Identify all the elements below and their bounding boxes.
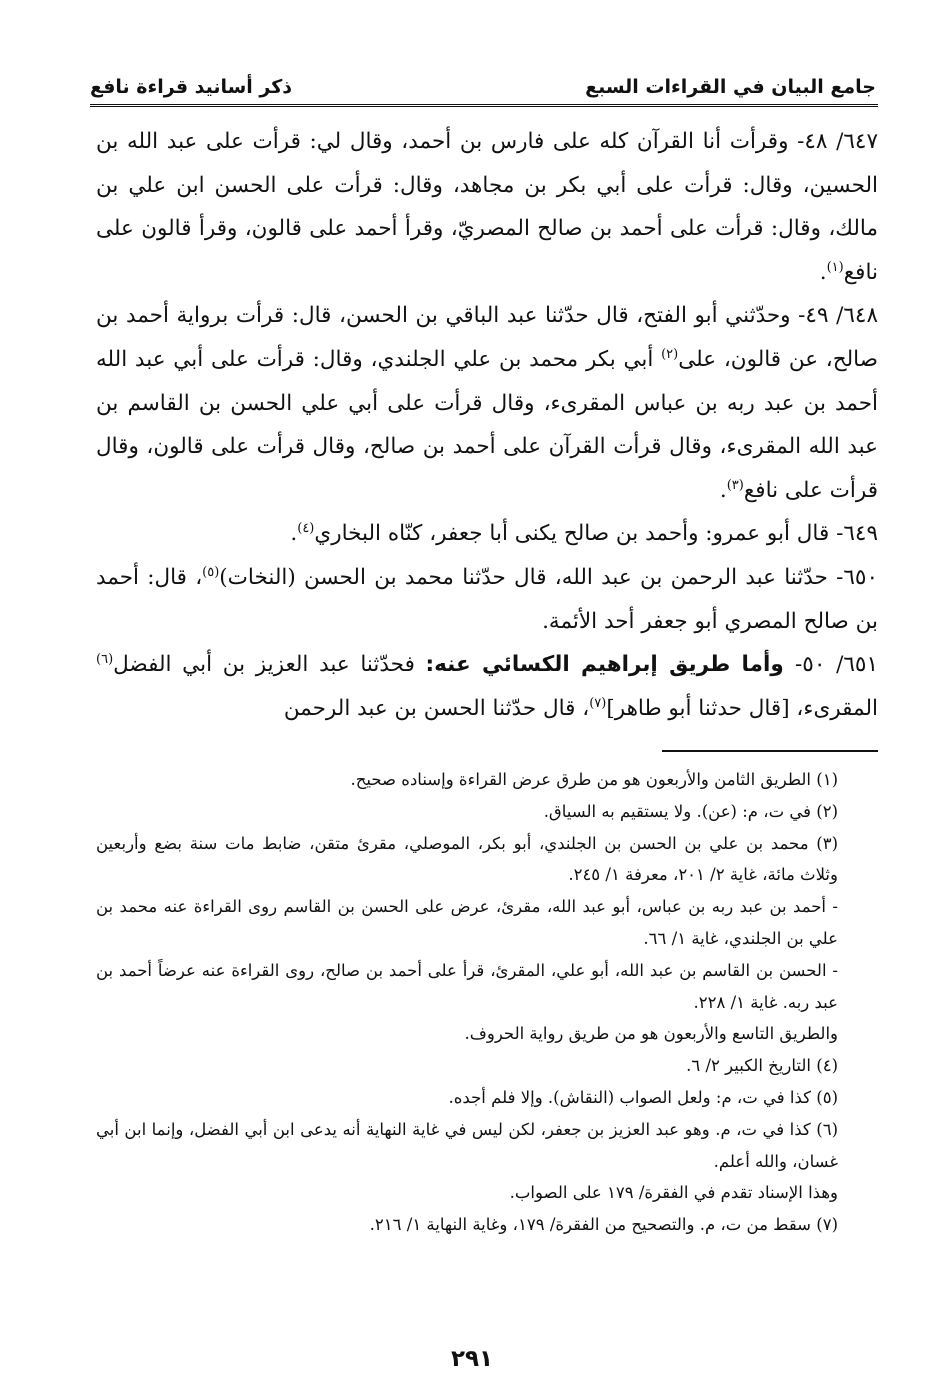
paragraph-number: ٦٥٠- bbox=[836, 564, 878, 590]
header-section-title: ذكر أسانيد قراءة نافع bbox=[90, 76, 293, 98]
footnote-marker: (٦) bbox=[96, 651, 114, 667]
footnote: (٧) سقط من ت، م. والتصحيح من الفقرة/ ١٧٩، وغاية النهاية ١/ ٢١٦. bbox=[369, 1215, 838, 1235]
paragraph-text: ، قال: أحمد بن صالح المصري أبو جعفر أحد الأئمة. bbox=[96, 564, 878, 634]
paragraph-text: المقرىء، [قال حدثنا أبو طاهر] bbox=[606, 695, 878, 721]
footnote: (٣) محمد بن علي بن الحسن بن الجلندي، أبو بكر، الموصلي، مقرئ متقن، ضابط مات سنة بضع وأربعين وثلاث مائة، غاية ٢/ ٢٠١، معرفة ١/ ٢٤٥. bbox=[96, 833, 838, 885]
footnote-marker: (٤) bbox=[297, 521, 315, 537]
paragraph-text: وحدّثني أبو الفتح، قال حدّثنا عبد الباقي بن الحسن، قال: قرأت برواية أحمد بن صالح، عن قالون، على bbox=[96, 303, 878, 372]
footnote: (٤) التاريخ الكبير ٢/ ٦. bbox=[686, 1056, 838, 1076]
footnote: - الحسن بن القاسم بن عبد الله، أبو علي، المقرئ، قرأ على أحمد بن صالح، روى القراءة عنه عرضاً أحمد بن عبد ربه. غاية ١/ ٢٢٨. bbox=[96, 960, 838, 1012]
paragraph-text: قال أبو عمرو: وأحمد بن صالح يكنى أبا جعفر، كنّاه البخاري bbox=[314, 521, 837, 547]
footnote-separator bbox=[662, 750, 878, 752]
paragraph-text: . bbox=[719, 477, 727, 503]
paragraph-text: فحدّثنا عبد العزيز بن أبي الفضل bbox=[113, 652, 426, 678]
paragraph-number: ٦٤٩- bbox=[836, 521, 878, 547]
section-heading: وأما طريق إبراهيم الكسائي عنه: bbox=[425, 652, 796, 678]
footnote: (٥) كذا في ت، م: ولعل الصواب (النقاش). وإلا فلم أجده. bbox=[448, 1087, 838, 1107]
paragraph-text: ، قال حدّثنا الحسن بن عبد الرحمن bbox=[283, 695, 590, 721]
footnote-marker: (٣) bbox=[726, 477, 744, 493]
paragraph-text: أبي بكر محمد بن علي الجلندي، وقال: قرأت على أبي عبد الله أحمد بن عبد ربه بن عباس المقرىء، وقال قرأت على أبي علي الحسن بن القاسم بن عبد الله المقرىء، وقال قرأت القرآن على أحمد بن صالح، وقال قرأت على قالون، وقال قرأت على نافع bbox=[96, 346, 878, 503]
footnote: وهذا الإسناد تقدم في الفقرة/ ١٧٩ على الصواب. bbox=[509, 1183, 838, 1203]
paragraph bbox=[96, 294, 878, 512]
paragraph bbox=[96, 120, 878, 294]
paragraph bbox=[96, 643, 878, 730]
page-number: ٢٩١ bbox=[450, 1346, 494, 1372]
footnote-marker: (٥) bbox=[202, 564, 220, 580]
footnote: (٢) في ت، م: (عن). ولا يستقيم به السياق. bbox=[543, 801, 838, 821]
header-rule bbox=[90, 104, 878, 107]
running-header bbox=[90, 62, 876, 98]
main-text bbox=[96, 120, 878, 730]
footnote-marker: (٢) bbox=[661, 346, 679, 362]
footnote-marker: (٧) bbox=[589, 695, 607, 711]
footnote: - أحمد بن عبد ربه بن عباس، أبو عبد الله، مقرئ، عرض على الحسن بن القاسم روى القراءة عنه محمد بن علي بن الجلندي، غاية ١/ ٦٦. bbox=[96, 897, 838, 948]
paragraph bbox=[96, 512, 878, 556]
footnote: (١) الطريق الثامن والأربعون هو من طرق عرض القراءة وإسناده صحيح. bbox=[350, 770, 838, 789]
paragraph-number: ٦٤٧/ ٤٨- bbox=[797, 129, 878, 154]
paragraph-text: . bbox=[819, 259, 827, 285]
paragraph-number: ٦٥١/ ٥٠- bbox=[795, 652, 879, 678]
footnote: (٦) كذا في ت، م. وهو عبد العزيز بن جعفر، لكن ليس في غاية النهاية أنه يدعى ابن أبي الفضل، وإنما ابن أبي غسان، والله أعلم. bbox=[96, 1119, 838, 1171]
paragraph-text: وقرأت أنا القرآن كله على فارس بن أحمد، وقال لي: قرأت على عبد الله بن الحسين، وقال: قرأت على أبي بكر بن مجاهد، وقال: قرأت على الحسن ابن علي بن مالك، وقال: قرأت على أحمد بن صالح المصريّ، وقرأ أحمد على قالون، وقرأ قالون على نافع bbox=[96, 129, 878, 285]
footnote: والطريق التاسع والأربعون هو من طريق رواية الحروف. bbox=[464, 1024, 838, 1044]
header-book-title: جامع البيان في القراءات السبع bbox=[585, 76, 876, 98]
footnote-marker: (١) bbox=[826, 259, 844, 275]
paragraph-number: ٦٤٨/ ٤٩- bbox=[798, 303, 879, 329]
footnotes bbox=[96, 764, 838, 1241]
paragraph bbox=[96, 556, 878, 643]
paragraph-text: حدّثنا عبد الرحمن بن عبد الله، قال حدّثنا محمد بن الحسن (النخات) bbox=[219, 564, 837, 590]
paragraph-text: . bbox=[290, 521, 298, 547]
